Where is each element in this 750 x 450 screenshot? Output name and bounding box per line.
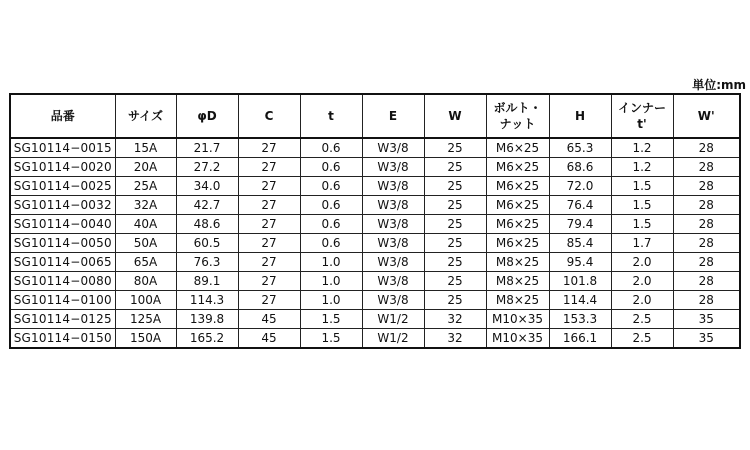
cell-col-t: 1.0 [300, 272, 362, 291]
spec-table [9, 93, 741, 349]
cell-col-w: 32 [424, 329, 486, 349]
cell-col-part-number: SG10114−0100 [10, 291, 115, 310]
cell-col-c: 27 [238, 253, 300, 272]
cell-col-t: 1.5 [300, 310, 362, 329]
header-label: インナー [617, 101, 666, 115]
cell-col-part-number: SG10114−0025 [10, 177, 115, 196]
cell-col-size: 100A [115, 291, 176, 310]
cell-col-w: 25 [424, 215, 486, 234]
cell-col-c: 27 [238, 234, 300, 253]
cell-col-inner-t: 1.5 [611, 177, 673, 196]
cell-col-size: 25A [115, 177, 176, 196]
cell-col-w-prime: 28 [673, 272, 740, 291]
cell-col-bolt-nut: M10×35 [486, 310, 549, 329]
cell-col-bolt-nut: M6×25 [486, 138, 549, 158]
cell-col-inner-t: 1.7 [611, 234, 673, 253]
cell-col-size: 65A [115, 253, 176, 272]
cell-col-c: 27 [238, 158, 300, 177]
cell-col-inner-t: 2.0 [611, 272, 673, 291]
cell-col-diameter: 27.2 [176, 158, 238, 177]
cell-col-diameter: 60.5 [176, 234, 238, 253]
cell-col-part-number: SG10114−0050 [10, 234, 115, 253]
cell-col-t: 1.0 [300, 291, 362, 310]
cell-col-size: 20A [115, 158, 176, 177]
cell-col-inner-t: 1.2 [611, 138, 673, 158]
header-label: 品番 [50, 109, 75, 123]
cell-col-diameter: 89.1 [176, 272, 238, 291]
cell-col-part-number: SG10114−0020 [10, 158, 115, 177]
cell-col-bolt-nut: M6×25 [486, 196, 549, 215]
cell-col-t: 1.0 [300, 253, 362, 272]
cell-col-part-number: SG10114−0150 [10, 329, 115, 349]
cell-col-part-number: SG10114−0032 [10, 196, 115, 215]
header-col-bolt-nut [486, 94, 549, 138]
cell-col-bolt-nut: M8×25 [486, 272, 549, 291]
cell-col-bolt-nut: M10×35 [486, 329, 549, 349]
cell-col-diameter: 139.8 [176, 310, 238, 329]
header-label: ナット [499, 117, 536, 131]
cell-col-w-prime: 35 [673, 310, 740, 329]
cell-col-t: 1.5 [300, 329, 362, 349]
table-row [10, 138, 740, 158]
header-col-t [300, 94, 362, 138]
cell-col-w: 25 [424, 158, 486, 177]
cell-col-c: 45 [238, 329, 300, 349]
cell-col-c: 27 [238, 177, 300, 196]
header-row [10, 94, 740, 138]
cell-col-h: 85.4 [549, 234, 611, 253]
cell-col-inner-t: 2.5 [611, 310, 673, 329]
cell-col-w: 25 [424, 234, 486, 253]
cell-col-e: W1/2 [362, 310, 424, 329]
cell-col-w: 25 [424, 253, 486, 272]
header-col-w-prime [673, 94, 740, 138]
cell-col-inner-t: 1.5 [611, 196, 673, 215]
header-col-h [549, 94, 611, 138]
cell-col-e: W3/8 [362, 138, 424, 158]
cell-col-h: 72.0 [549, 177, 611, 196]
cell-col-part-number: SG10114−0125 [10, 310, 115, 329]
cell-col-e: W3/8 [362, 196, 424, 215]
table-row [10, 215, 740, 234]
cell-col-w-prime: 28 [673, 253, 740, 272]
cell-col-w-prime: 28 [673, 177, 740, 196]
cell-col-e: W3/8 [362, 291, 424, 310]
cell-col-h: 79.4 [549, 215, 611, 234]
cell-col-size: 125A [115, 310, 176, 329]
header-label: W' [697, 109, 715, 123]
cell-col-bolt-nut: M6×25 [486, 234, 549, 253]
cell-col-c: 27 [238, 196, 300, 215]
table-row [10, 272, 740, 291]
cell-col-h: 114.4 [549, 291, 611, 310]
table-body [10, 138, 740, 348]
cell-col-part-number: SG10114−0065 [10, 253, 115, 272]
cell-col-inner-t: 1.2 [611, 158, 673, 177]
cell-col-t: 0.6 [300, 234, 362, 253]
header-col-e [362, 94, 424, 138]
cell-col-t: 0.6 [300, 177, 362, 196]
header-col-inner-t [611, 94, 673, 138]
cell-col-h: 95.4 [549, 253, 611, 272]
header-label: φD [197, 109, 217, 123]
table-row [10, 291, 740, 310]
cell-col-t: 0.6 [300, 138, 362, 158]
cell-col-h: 166.1 [549, 329, 611, 349]
cell-col-w: 25 [424, 177, 486, 196]
cell-col-w-prime: 28 [673, 138, 740, 158]
cell-col-part-number: SG10114−0040 [10, 215, 115, 234]
cell-col-e: W3/8 [362, 272, 424, 291]
cell-col-inner-t: 1.5 [611, 215, 673, 234]
cell-col-w-prime: 28 [673, 234, 740, 253]
cell-col-c: 27 [238, 291, 300, 310]
cell-col-bolt-nut: M8×25 [486, 291, 549, 310]
header-label: t' [637, 117, 647, 131]
header-label: E [388, 109, 398, 123]
cell-col-w-prime: 28 [673, 158, 740, 177]
cell-col-h: 76.4 [549, 196, 611, 215]
cell-col-w: 25 [424, 138, 486, 158]
cell-col-w: 25 [424, 196, 486, 215]
header-col-c [238, 94, 300, 138]
cell-col-size: 40A [115, 215, 176, 234]
cell-col-w: 32 [424, 310, 486, 329]
cell-col-w-prime: 28 [673, 291, 740, 310]
cell-col-w-prime: 35 [673, 329, 740, 349]
cell-col-size: 50A [115, 234, 176, 253]
cell-col-t: 0.6 [300, 158, 362, 177]
header-label: t [328, 109, 334, 123]
cell-col-w-prime: 28 [673, 196, 740, 215]
cell-col-e: W1/2 [362, 329, 424, 349]
table-row [10, 253, 740, 272]
unit-label: 単位:mm [692, 78, 746, 92]
table-row [10, 158, 740, 177]
header-col-diameter [176, 94, 238, 138]
table-row [10, 310, 740, 329]
cell-col-h: 153.3 [549, 310, 611, 329]
cell-col-e: W3/8 [362, 158, 424, 177]
cell-col-w-prime: 28 [673, 215, 740, 234]
cell-col-inner-t: 2.0 [611, 291, 673, 310]
cell-col-c: 27 [238, 138, 300, 158]
table-row [10, 329, 740, 349]
header-label: サイズ [127, 109, 164, 123]
cell-col-c: 45 [238, 310, 300, 329]
cell-col-inner-t: 2.5 [611, 329, 673, 349]
header-col-part-number [10, 94, 115, 138]
cell-col-size: 150A [115, 329, 176, 349]
table-header [10, 94, 740, 138]
cell-col-bolt-nut: M8×25 [486, 253, 549, 272]
cell-col-diameter: 114.3 [176, 291, 238, 310]
cell-col-part-number: SG10114−0080 [10, 272, 115, 291]
cell-col-t: 0.6 [300, 196, 362, 215]
table-row [10, 177, 740, 196]
cell-col-c: 27 [238, 215, 300, 234]
table-row [10, 234, 740, 253]
cell-col-bolt-nut: M6×25 [486, 215, 549, 234]
cell-col-diameter: 165.2 [176, 329, 238, 349]
cell-col-diameter: 48.6 [176, 215, 238, 234]
cell-col-diameter: 76.3 [176, 253, 238, 272]
cell-col-size: 32A [115, 196, 176, 215]
cell-col-t: 0.6 [300, 215, 362, 234]
cell-col-h: 68.6 [549, 158, 611, 177]
cell-col-size: 15A [115, 138, 176, 158]
cell-col-diameter: 42.7 [176, 196, 238, 215]
cell-col-h: 65.3 [549, 138, 611, 158]
cell-col-e: W3/8 [362, 215, 424, 234]
table-row [10, 196, 740, 215]
cell-col-bolt-nut: M6×25 [486, 158, 549, 177]
cell-col-e: W3/8 [362, 234, 424, 253]
cell-col-e: W3/8 [362, 177, 424, 196]
cell-col-w: 25 [424, 272, 486, 291]
cell-col-part-number: SG10114−0015 [10, 138, 115, 158]
cell-col-size: 80A [115, 272, 176, 291]
cell-col-c: 27 [238, 272, 300, 291]
header-col-w [424, 94, 486, 138]
header-label: W [448, 109, 462, 123]
cell-col-diameter: 21.7 [176, 138, 238, 158]
cell-col-w: 25 [424, 291, 486, 310]
cell-col-h: 101.8 [549, 272, 611, 291]
header-label: H [574, 109, 586, 123]
header-label: C [264, 109, 274, 123]
cell-col-diameter: 34.0 [176, 177, 238, 196]
cell-col-e: W3/8 [362, 253, 424, 272]
cell-col-inner-t: 2.0 [611, 253, 673, 272]
header-label: ボルト・ [493, 101, 542, 115]
cell-col-bolt-nut: M6×25 [486, 177, 549, 196]
header-col-size [115, 94, 176, 138]
